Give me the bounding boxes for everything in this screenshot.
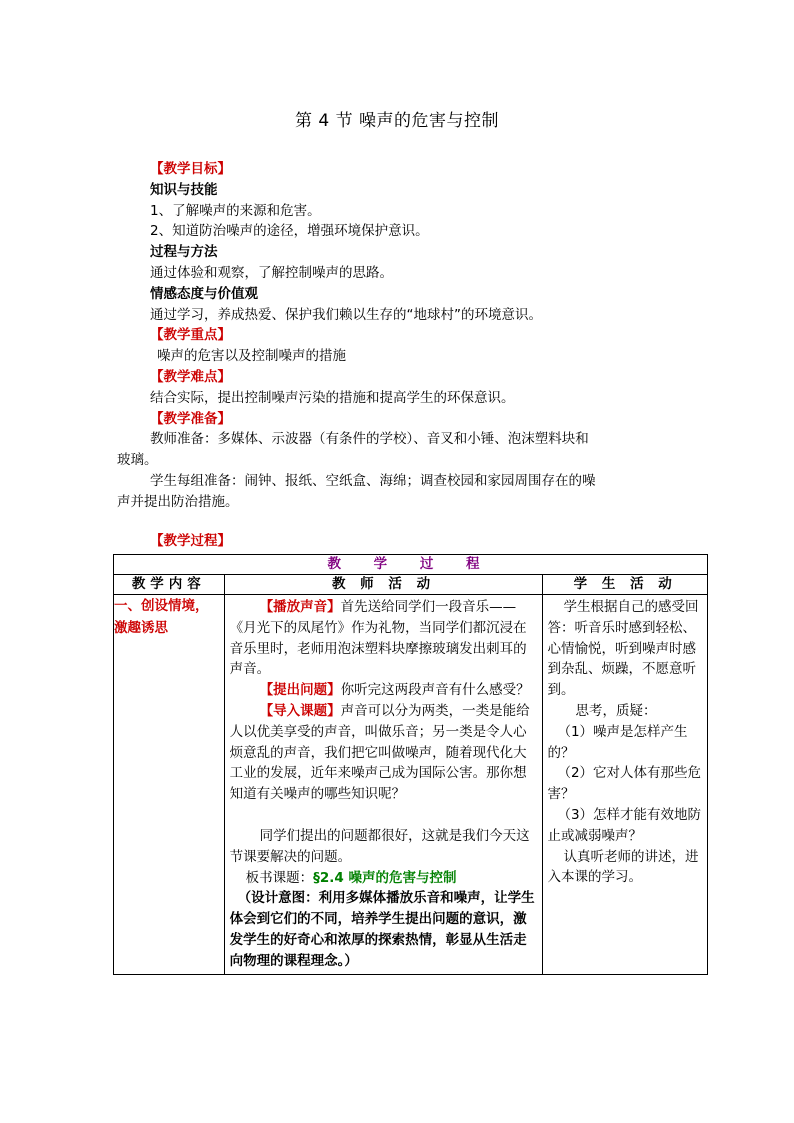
tag-raise-question: 【提出问题】 [259, 682, 341, 699]
process-heading: 过程与方法 [150, 244, 218, 261]
table-title: 教 学 过 程 [114, 555, 708, 575]
stage-line-2: 激趣诱思 [114, 620, 168, 636]
board-title: §2.4 噪声的危害与控制 [313, 869, 457, 886]
teacher-text-1: 首先送给同学们一段音乐——《月光下的凤尾竹》作为礼物，当同学们都沉浸在音乐里时，老师用泡沫塑料块摩擦玻璃发出刺耳的声音。 [229, 599, 527, 678]
page-title: 第 4 节 噪声的危害与控制 [294, 111, 500, 131]
student-prep-line-1: 学生每组准备：闹钟、报纸、空纸盒、海绵；调查校园和家园周围存在的噪 [150, 472, 596, 489]
student-question-2: （2）它对人体有那些危害？ [547, 765, 702, 803]
teacher-para-3 [230, 701, 538, 805]
design-intent: （设计意图：利用多媒体播放乐音和噪声，让学生体会到它们的不同，培养学生提出问题的意识，激发学生的好奇心和浓厚的探索热情，彰显从生活走向物理的课程理念。） [229, 890, 535, 969]
difficulties-heading: 【教学难点】 [150, 368, 231, 385]
tag-play-sound: 【播放声音】 [259, 599, 341, 615]
student-activity-cell [543, 595, 708, 975]
lesson-plan-body [117, 159, 717, 551]
attitude-heading: 情感态度与价值观 [150, 285, 258, 302]
teacher-para-1 [230, 597, 538, 680]
knowledge-item-2: 2、知道防治噪声的途径，增强环境保护意识。 [150, 223, 429, 240]
teacher-activity-cell [224, 595, 543, 975]
tag-introduce-topic: 【导入课题】 [259, 702, 341, 719]
teacher-prep-line-1: 教师准备：多媒体、示波器（有条件的学校）、音叉和小锤、泡沫塑料块和 [150, 431, 589, 448]
teacher-prep-line-2: 玻璃。 [117, 452, 158, 469]
teacher-text-3: 声音可以分为两类，一类是能给人以优美享受的声音，叫做乐音；另一类是令人心烦意乱的声音，我们把它叫做噪声，随着现代化大工业的发展，近年来噪声己成为国际公害。那你想知道有关噪声的哪些知识呢？ [229, 702, 530, 803]
table-row [114, 595, 708, 975]
stage-cell [114, 595, 225, 975]
table-title-row [114, 555, 708, 575]
header-student: 学 生 活 动 [543, 575, 708, 595]
preparation-heading: 【教学准备】 [150, 410, 231, 427]
teacher-para-2 [230, 680, 538, 701]
student-text-3: 认真听老师的讲述，进入本课的学习。 [547, 848, 699, 886]
objectives-heading: 【教学目标】 [150, 161, 231, 177]
knowledge-item-1: 1、了解噪声的来源和危害。 [150, 202, 321, 219]
process-text: 通过体验和观察，了解控制噪声的思路。 [150, 264, 393, 281]
process-section-heading: 【教学过程】 [150, 532, 231, 549]
difficulties-text: 结合实际，提出控制噪声污染的措施和提高学生的环保意识。 [150, 389, 515, 406]
key-points-heading: 【教学重点】 [150, 327, 231, 344]
teaching-process-table [113, 554, 708, 975]
board-label: 板书课题： [245, 869, 314, 886]
key-points-text: 噪声的危害以及控制噪声的措施 [157, 348, 346, 365]
teacher-para-4: 同学们提出的问题都很好，这就是我们今天这节课要解决的问题。 [229, 827, 530, 865]
header-content: 教学内容 [114, 575, 225, 595]
student-text-2: 思考，质疑： [575, 702, 657, 719]
student-question-1: （1）噪声是怎样产生的？ [547, 723, 688, 761]
attitude-text: 通过学习，养成热爱、保护我们赖以生存的“地球村”的环境意识。 [150, 306, 542, 323]
table-header-row [114, 575, 708, 595]
student-prep-line-2: 声并提出防治措施。 [117, 493, 239, 510]
knowledge-heading: 知识与技能 [150, 181, 218, 198]
student-question-3: （3）怎样才能有效地防止或减弱噪声？ [547, 806, 702, 844]
student-text-1: 学生根据自己的感受回答：听音乐时感到轻松、心情愉悦，听到噪声时感到杂乱、烦躁，不愿意听到。 [547, 599, 699, 699]
stage-line-1: 一、创设情境， [114, 598, 209, 614]
header-teacher: 教 师 活 动 [224, 575, 543, 595]
teacher-text-2: 你听完这两段声音有什么感受？ [340, 682, 530, 699]
teacher-board-line [230, 868, 538, 889]
